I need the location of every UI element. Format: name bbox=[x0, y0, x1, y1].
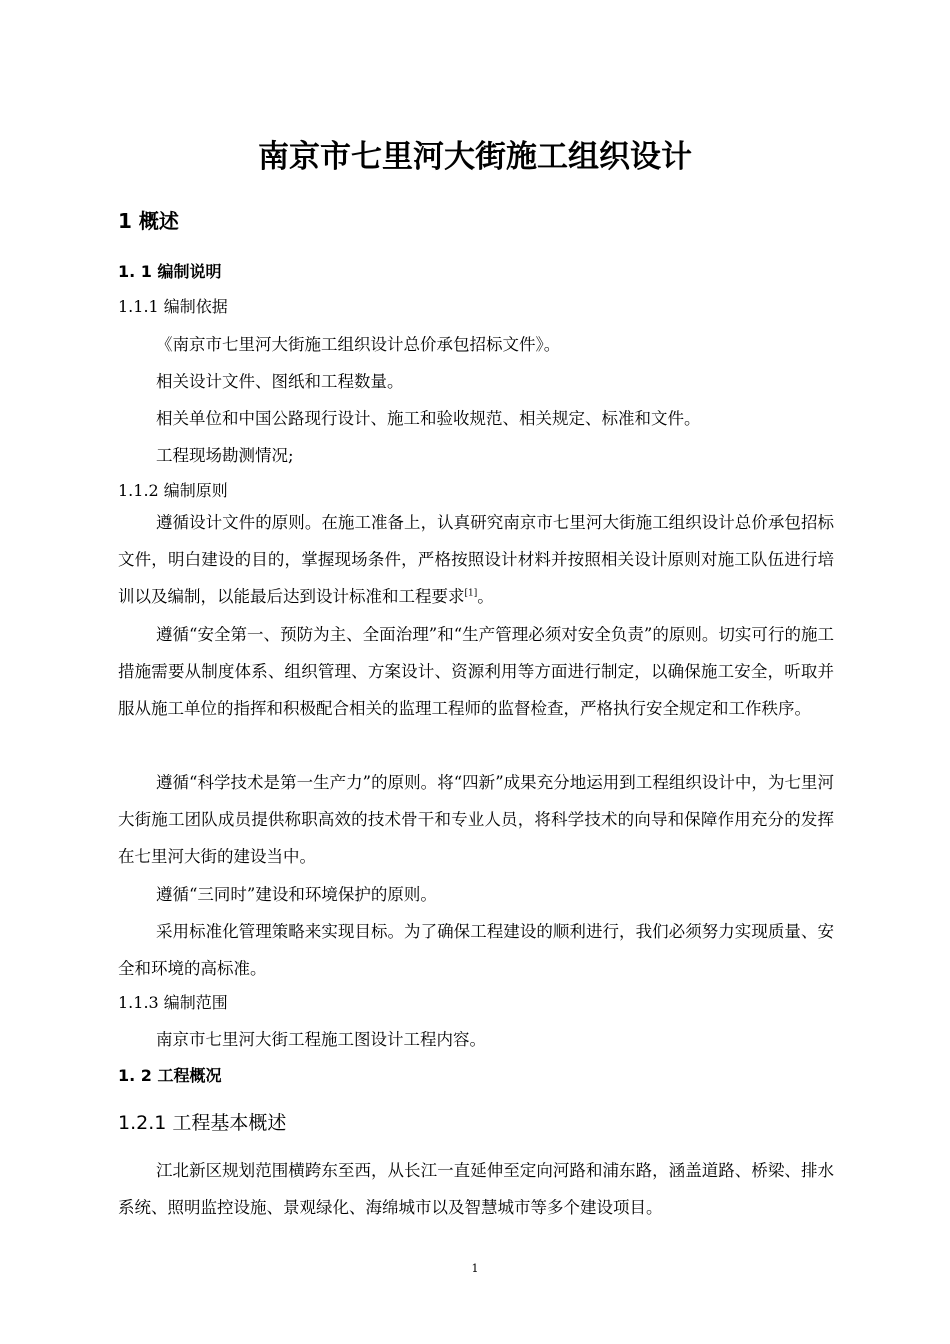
paragraph-principle-3: 遵循“科学技术是第一生产力”的原则。将“四新”成果充分地运用到工程组织设计中，为七里河大街施工团队成员提供称职高效的技术骨干和专业人员，将科学技术的向导和保障作用充分的发挥在七里河大街的建设当中。 bbox=[118, 773, 834, 866]
section-heading-1-1-3: 1.1.3 编制范围 bbox=[118, 993, 228, 1012]
section-heading-1-1: 1. 1 编制说明 bbox=[118, 262, 222, 281]
basis-item: 相关设计文件、图纸和工程数量。 bbox=[156, 372, 404, 391]
paragraph-principle-1: 遵循设计文件的原则。在施工准备上，认真研究南京市七里河大街施工组织设计总价承包招标文件，明白建设的目的，掌握现场条件，严格按照设计材料并按照相关设计原则对施工队伍进行培训以及编制，以能最后达到设计标准和工程要求[1]。 bbox=[118, 513, 834, 606]
section-heading-1-2-1: 1.2.1 工程基本概述 bbox=[118, 1112, 287, 1134]
section-heading-1: 1 概述 bbox=[118, 209, 179, 233]
basis-item: 《南京市七里河大街施工组织设计总价承包招标文件》。 bbox=[156, 335, 561, 354]
section-heading-1-1-1: 1.1.1 编制依据 bbox=[118, 297, 228, 316]
paragraph-principle-2: 遵循“安全第一、预防为主、全面治理”和“生产管理必须对安全负责”的原则。切实可行的施工措施需要从制度体系、组织管理、方案设计、资源利用等方面进行制定，以确保施工安全，听取并服从施工单位的指挥和积极配合相关的监理工程师的监督检查，严格执行安全规定和工作秩序。 bbox=[118, 625, 834, 718]
section-heading-1-1-2: 1.1.2 编制原则 bbox=[118, 481, 228, 500]
paragraph-principle-5: 采用标准化管理策略来实现目标。为了确保工程建设的顺利进行，我们必须努力实现质量、安全和环境的高标准。 bbox=[118, 922, 834, 978]
page-number: 1 bbox=[471, 1262, 479, 1275]
basis-item: 工程现场勘测情况; bbox=[156, 446, 294, 465]
section-heading-1-2: 1. 2 工程概况 bbox=[118, 1066, 222, 1085]
citation-reference: [1] bbox=[464, 588, 478, 599]
scope-text: 南京市七里河大街工程施工图设计工程内容。 bbox=[156, 1030, 486, 1049]
paragraph-overview: 江北新区规划范围横跨东至西，从长江一直延伸至定向河路和浦东路，涵盖道路、桥梁、排水系统、照明监控设施、景观绿化、海绵城市以及智慧城市等多个建设项目。 bbox=[118, 1161, 834, 1217]
paragraph-principle-4: 遵循“三同时”建设和环境保护的原则。 bbox=[156, 885, 437, 904]
document-title: 南京市七里河大街施工组织设计 bbox=[258, 139, 692, 175]
basis-item: 相关单位和中国公路现行设计、施工和验收规范、相关规定、标准和文件。 bbox=[156, 409, 701, 428]
